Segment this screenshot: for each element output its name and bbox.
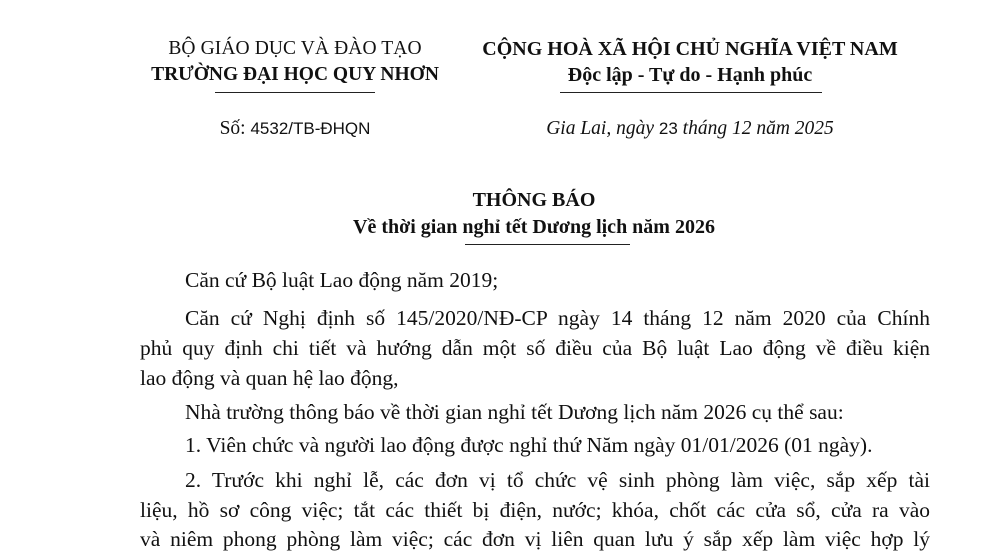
- subject-underline: [465, 244, 630, 245]
- document-title: THÔNG BÁO: [472, 189, 596, 211]
- document-number: [140, 118, 450, 140]
- body-line: Căn cứ Bộ luật Lao động năm 2019;: [185, 268, 499, 292]
- document-number-prefix: Số:: [219, 118, 251, 139]
- body-line: 2. Trước khi nghỉ lễ, các đơn vị tổ chức vệ sinh phòng làm việc, sắp xếp tài: [185, 468, 930, 492]
- ministry-name: BỘ GIÁO DỤC VÀ ĐÀO TẠO: [168, 38, 422, 59]
- motto-underline: [560, 92, 822, 93]
- document-number-value: 4532/TB-ĐHQN: [250, 119, 371, 138]
- body-line: phủ quy định chi tiết và hướng dẫn một số điều của Bộ luật Lao động về điều kiện: [140, 336, 930, 360]
- body-line: Nhà trường thông báo về thời gian nghỉ tết Dương lịch năm 2026 cụ thể sau:: [185, 400, 844, 424]
- body-line: 1. Viên chức và người lao động được nghỉ thứ Năm ngày 01/01/2026 (01 ngày).: [185, 433, 873, 457]
- body-line: lao động và quan hệ lao động,: [140, 366, 399, 390]
- body-line: liệu, hồ sơ công việc; tắt các thiết bị điện, nước; khóa, chốt các cửa sổ, cửa ra vào: [140, 498, 930, 522]
- school-name: TRƯỜNG ĐẠI HỌC QUY NHƠN: [151, 64, 439, 85]
- national-motto: Độc lập - Tự do - Hạnh phúc: [567, 64, 813, 86]
- body-line: Căn cứ Nghị định số 145/2020/NĐ-CP ngày 14 tháng 12 năm 2020 của Chính: [185, 306, 930, 330]
- body-line: và niêm phong phòng làm việc; các đơn vị liên quan lưu ý sắp xếp làm việc hợp lý: [140, 527, 930, 551]
- place-date-prefix: Gia Lai, ngày: [546, 118, 659, 139]
- document-subject: Về thời gian nghỉ tết Dương lịch năm 2026: [353, 216, 715, 238]
- date-day: 23: [658, 119, 678, 138]
- national-title: CỘNG HOÀ XÃ HỘI CHỦ NGHĨA VIỆT NAM: [482, 38, 898, 60]
- school-underline: [215, 92, 375, 93]
- place-and-date: [455, 118, 925, 140]
- date-rest: tháng 12 năm 2025: [677, 118, 834, 139]
